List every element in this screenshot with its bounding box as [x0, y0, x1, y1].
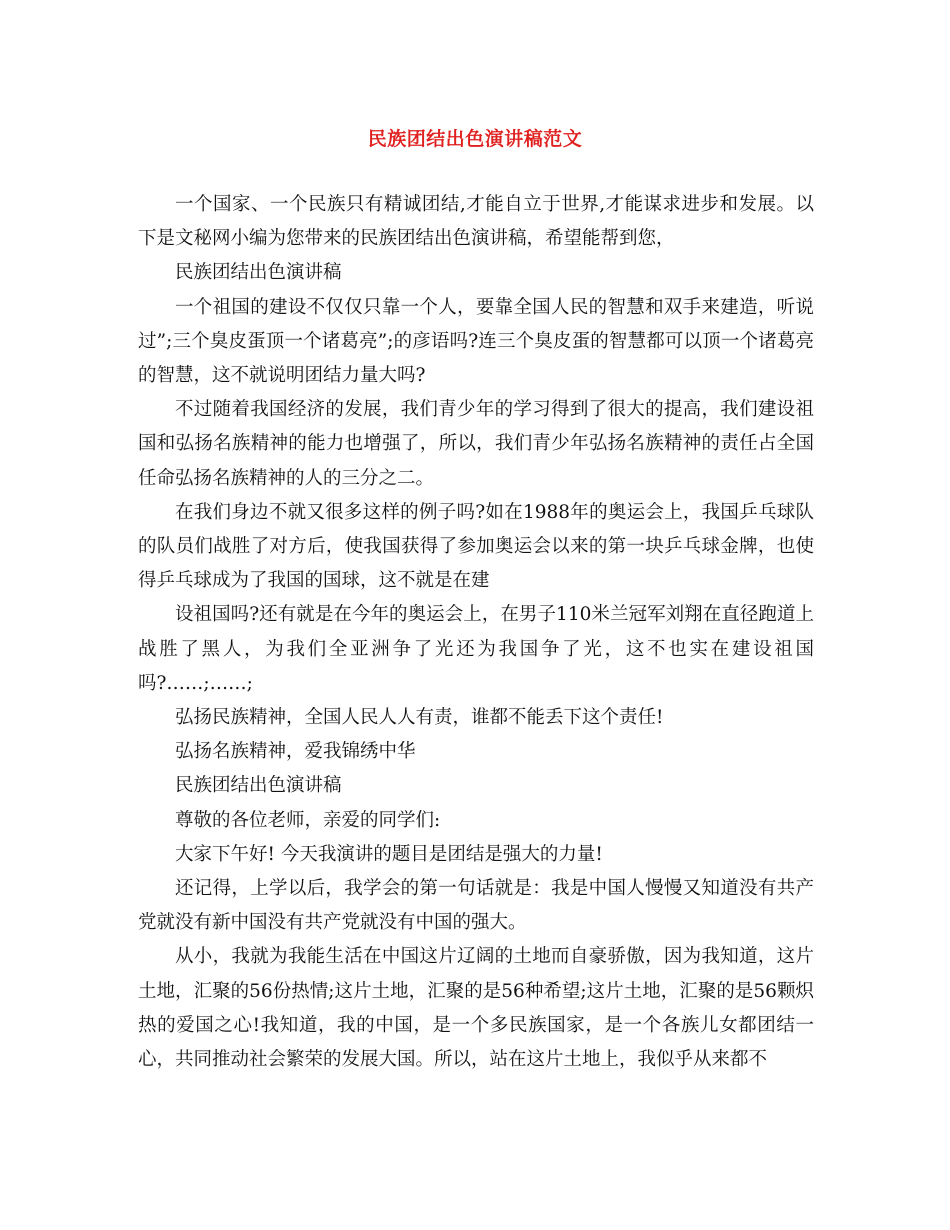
paragraph: 一个祖国的建设不仅仅只靠一个人，要靠全国人民的智慧和双手来建造，听说过”;三个臭皮蛋顶一个诸葛亮”;的彦语吗?连三个臭皮蛋的智慧都可以顶一个诸葛亮的智慧，这不就说明团结力量大吗?	[138, 296, 814, 387]
paragraph: 不过随着我国经济的发展，我们青少年的学习得到了很大的提高，我们建设祖国和弘扬名族精神的能力也增强了，所以，我们青少年弘扬名族精神的责任占全国任命弘扬名族精神的人的三分之二。	[138, 399, 814, 489]
paragraph: 弘扬名族精神，爱我锦绣中华	[175, 741, 416, 763]
paragraph: 设祖国吗?还有就是在今年的奥运会上，在男子110米兰冠军刘翔在直径跑道上战胜了黑人，为我们全亚洲争了光还为我国争了光，这不也实在建设祖国吗?……;……;	[138, 604, 814, 694]
paragraph: 弘扬民族精神，全国人民人人有责，谁都不能丢下这个责任!	[175, 707, 664, 729]
paragraph-intro: 一个国家、一个民族只有精诚团结,才能自立于世界,才能谋求进步和发展。以下是文秘网小编为您带来的民族团结出色演讲稿，希望能帮到您，	[138, 194, 814, 250]
document-title: 民族团结出色演讲稿范文	[367, 128, 583, 150]
paragraph: 大家下午好! 今天我演讲的题目是团结是强大的力量!	[175, 843, 603, 865]
paragraph-salutation: 尊敬的各位老师，亲爱的同学们:	[175, 809, 441, 831]
paragraph: 还记得，上学以后，我学会的第一句话就是：我是中国人慢慢又知道没有共产党就没有新中国没有共产党就没有中国的强大。	[138, 878, 814, 934]
document-body	[138, 188, 814, 1077]
paragraph: 从小，我就为我能生活在中国这片辽阔的土地而自豪骄傲，因为我知道，这片土地，汇聚的56份热情;这片土地，汇聚的是56种希望;这片土地，汇聚的是56颗炽热的爱国之心!我知道，我的中国，是一个多民族国家，是一个各族儿女都团结一心，共同推动社会繁荣的发展大国。所以，站在这片土地上，我似乎从来都不	[138, 946, 814, 1071]
paragraph: 在我们身边不就又很多这样的例子吗?如在1988年的奥运会上，我国乒乓球队的队员们战胜了对方后，使我国获得了参加奥运会以来的第一块乒乓球金牌，也使得乒乓球成为了我国的国球，这不就是在建	[138, 501, 814, 592]
paragraph-heading-2: 民族团结出色演讲稿	[175, 775, 342, 797]
paragraph-heading-1: 民族团结出色演讲稿	[175, 262, 342, 284]
